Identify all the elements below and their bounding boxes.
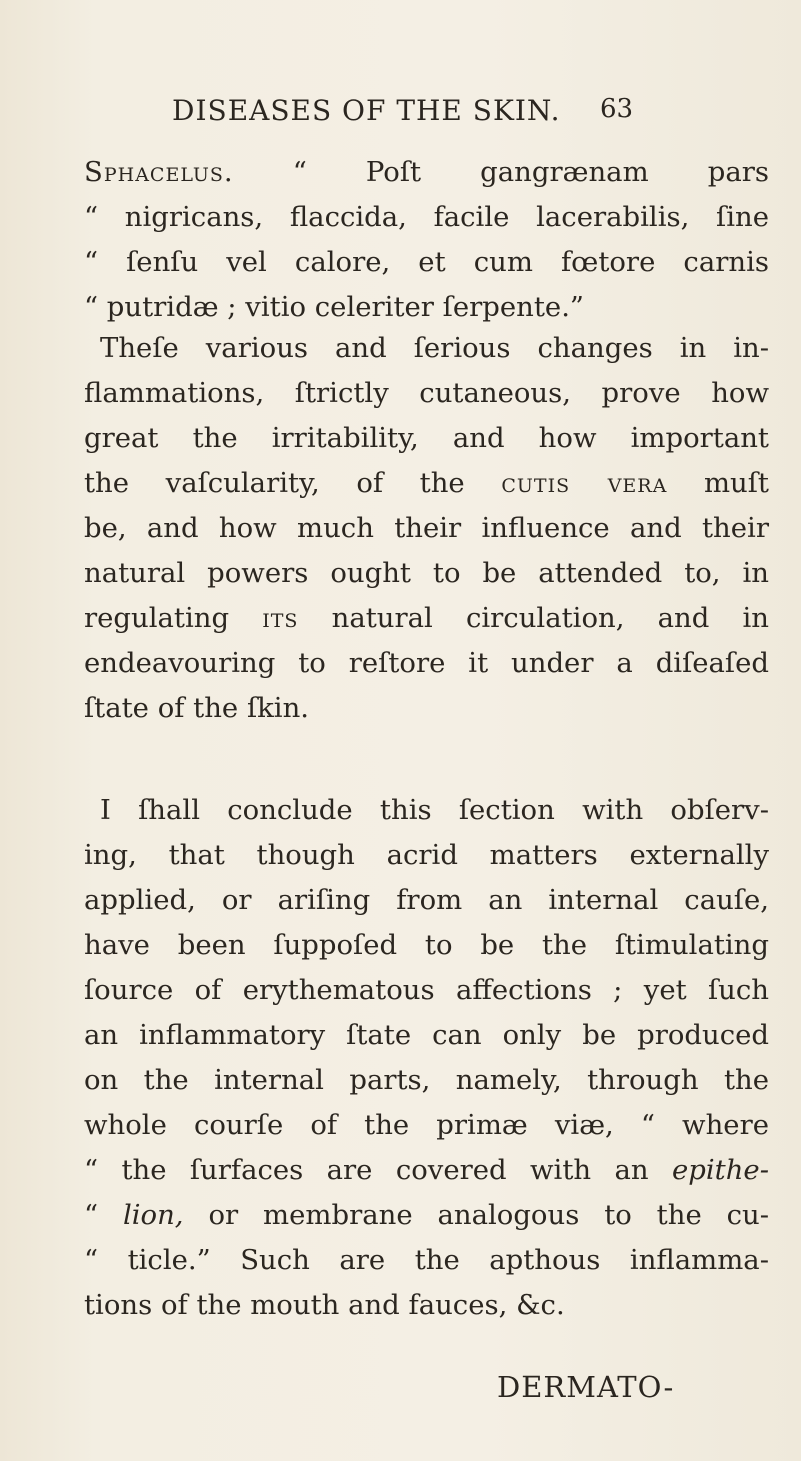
paragraph-conclusion bbox=[84, 788, 769, 1328]
catchword: DERMATO- bbox=[497, 1370, 675, 1404]
page-number: 63 bbox=[600, 94, 634, 124]
italic-term: lion, bbox=[122, 1199, 184, 1231]
text-line: whole courſe of the primæ viæ, “ where bbox=[84, 1109, 769, 1141]
text-line: “ nigricans, flaccida, facile lacerabilis, ſine bbox=[84, 201, 769, 233]
text-line: “ ſenſu vel calore, et cum fœtore carnis bbox=[84, 246, 769, 278]
text-line: Sphacelus. “ Poſt gangrænam pars bbox=[84, 156, 769, 188]
page-header bbox=[0, 94, 801, 134]
text-line: natural powers ought to be attended to, in bbox=[84, 557, 769, 589]
text-line: “ putridæ ; vitio celeriter ſerpente.” bbox=[84, 291, 584, 323]
text-line: tions of the mouth and fauces, &c. bbox=[84, 1289, 565, 1321]
text-line: ſource of erythematous affections ; yet ſuch bbox=[84, 974, 769, 1006]
text-line: “ ticle.” Such are the apthous inflamma- bbox=[84, 1244, 769, 1276]
text-line: “ lion, or membrane analogous to the cu- bbox=[84, 1199, 769, 1231]
text-line: “ the ſurfaces are covered with an epithe- bbox=[84, 1154, 769, 1186]
term-sphacelus: Sphacelus. bbox=[84, 156, 234, 188]
text-line: applied, or ariſing from an internal cauſe, bbox=[84, 884, 769, 916]
text-line: Theſe various and ſerious changes in in- bbox=[100, 332, 769, 364]
term-cutis-vera: cutis vera bbox=[501, 467, 668, 499]
text-line: on the internal parts, namely, through the bbox=[84, 1064, 769, 1096]
text-line: I ſhall conclude this ſection with obſerv- bbox=[100, 794, 769, 826]
running-head: DISEASES OF THE SKIN. bbox=[172, 94, 561, 127]
text-line: flammations, ſtrictly cutaneous, prove how bbox=[84, 377, 769, 409]
text-line: regulating its natural circulation, and in bbox=[84, 602, 769, 634]
text-line: endeavouring to reſtore it under a diſeaſed bbox=[84, 647, 769, 679]
italic-term: epithe- bbox=[671, 1154, 769, 1186]
text-line: an inflammatory ſtate can only be produced bbox=[84, 1019, 769, 1051]
text-line: the vaſcularity, of the cutis vera muſt bbox=[84, 467, 769, 499]
text-line: great the irritability, and how important bbox=[84, 422, 769, 454]
term-its: its bbox=[262, 602, 299, 634]
paragraph-sphacelus bbox=[84, 150, 769, 330]
paragraph-changes bbox=[84, 326, 769, 731]
text-line: ſtate of the ſkin. bbox=[84, 692, 310, 724]
text-line: ing, that though acrid matters externally bbox=[84, 839, 769, 871]
text-line: be, and how much their influence and their bbox=[84, 512, 769, 544]
text-line: have been ſuppoſed to be the ſtimulating bbox=[84, 929, 769, 961]
